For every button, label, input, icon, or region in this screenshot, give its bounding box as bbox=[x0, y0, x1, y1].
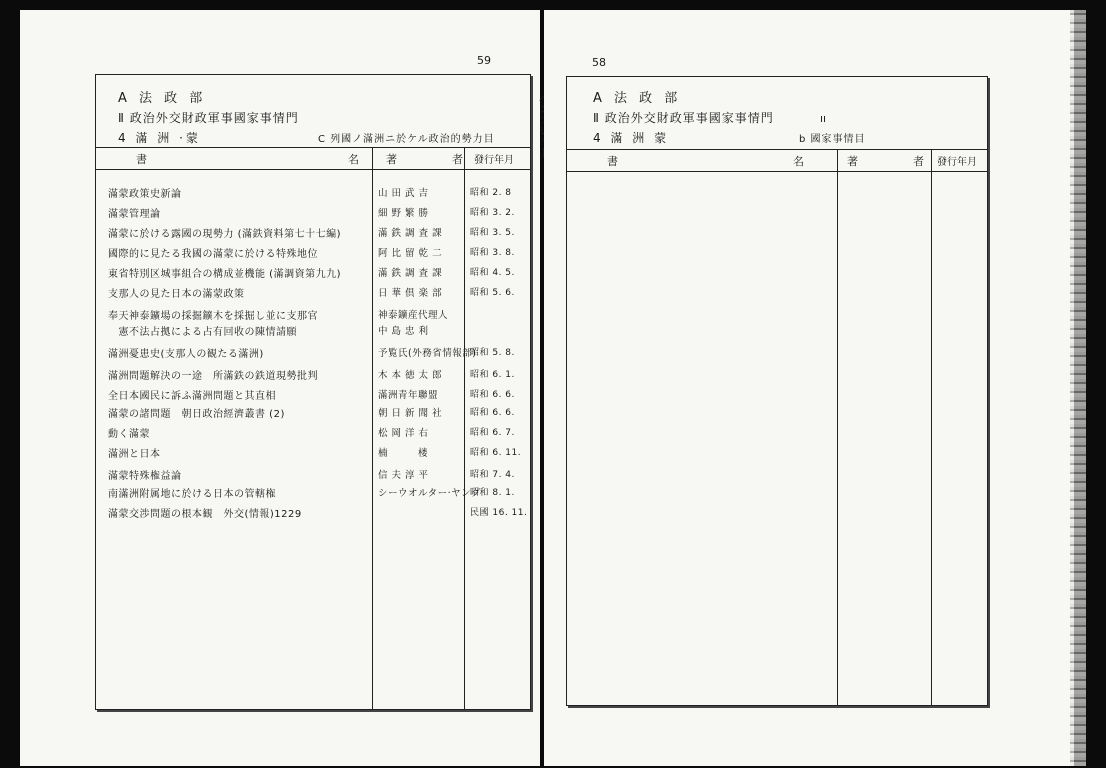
book-date: 昭和 6. 6. bbox=[470, 408, 515, 418]
catalog-table bbox=[95, 74, 531, 710]
header-department: A 法 政 部 bbox=[118, 91, 207, 106]
page-number: 59 bbox=[477, 54, 491, 67]
col-title: 書 bbox=[607, 155, 618, 168]
col-author-right: 者 bbox=[452, 153, 463, 166]
book-author: 細 野 繁 勝 bbox=[378, 208, 429, 219]
column-header-row bbox=[567, 149, 987, 172]
column-divider bbox=[464, 147, 465, 709]
left-page bbox=[20, 10, 540, 766]
book-title: 滿蒙政策史新論 bbox=[108, 189, 182, 200]
book-date: 昭和 3. 2. bbox=[470, 208, 515, 218]
book-author: 滿 鉄 調 査 課 bbox=[378, 268, 443, 279]
book-title: 國際的に見たる我國の滿蒙に於ける特殊地位 bbox=[108, 249, 318, 260]
book-title: 南滿洲附属地に於ける日本の管轄権 bbox=[108, 489, 276, 500]
right-page bbox=[544, 10, 1074, 766]
header-division: Ⅱ 政治外交財政軍事國家事情門 bbox=[118, 111, 299, 125]
book-title: 滿蒙の諸問題 朝日政治經濟叢書 (2) bbox=[108, 409, 285, 420]
col-title: 書 bbox=[136, 153, 147, 166]
header-subcategory: b 國家事情目 bbox=[799, 134, 866, 145]
book-date: 昭和 3. 5. bbox=[470, 228, 515, 238]
header-division: Ⅱ 政治外交財政軍事國家事情門 bbox=[593, 111, 774, 125]
book-author: 信 夫 淳 平 bbox=[378, 470, 429, 481]
book-title: 滿洲と日本 bbox=[108, 449, 161, 460]
book-author: 中 島 忠 利 bbox=[378, 326, 429, 337]
book-date: 昭和 6. 7. bbox=[470, 428, 515, 438]
book-author: 滿洲青年聯盟 bbox=[378, 390, 439, 401]
book-title: 滿蒙特殊権益論 bbox=[108, 471, 182, 482]
col-author: 著 bbox=[386, 153, 397, 166]
column-divider bbox=[372, 147, 373, 709]
section-header bbox=[567, 77, 987, 150]
header-subcategory: C 列國ノ滿洲ニ於ケル政治的勢力目 bbox=[318, 134, 495, 145]
col-author: 著 bbox=[847, 155, 858, 168]
page-number: 58 bbox=[592, 56, 606, 69]
pencil-mark-icon: ıı bbox=[820, 112, 827, 125]
book-author: シーウオルター·ヤング bbox=[378, 488, 481, 499]
col-author-right: 者 bbox=[913, 155, 924, 168]
book-author: 神泰鑛産代理人 bbox=[378, 310, 449, 321]
catalog-table bbox=[566, 76, 988, 706]
book-author: 松 岡 洋 右 bbox=[378, 428, 429, 439]
book-title: 滿蒙に於ける露國の現勢力 (滿鉄資料第七十七編) bbox=[108, 229, 341, 240]
book-title: 全日本國民に訴ふ滿洲問題と其直相 bbox=[108, 391, 276, 402]
book-title: 滿洲憂患史(支那人の観たる滿洲) bbox=[108, 349, 264, 360]
book-author: 日 華 倶 楽 部 bbox=[378, 288, 443, 299]
book-title: 滿蒙管理論 bbox=[108, 209, 161, 220]
col-title-right: 名 bbox=[793, 155, 804, 168]
header-department: A 法 政 部 bbox=[593, 91, 682, 106]
header-category: 4 滿 洲 蒙 bbox=[593, 131, 670, 145]
book-date: 昭和 2. 8 bbox=[470, 188, 512, 198]
book-date: 昭和 5. 6. bbox=[470, 288, 515, 298]
header-category: 4 滿 洲 ·蒙 bbox=[118, 131, 201, 145]
book-title: 憲不法占拠による占有回收の陳情請願 bbox=[108, 327, 297, 338]
book-date: 昭和 4. 5. bbox=[470, 268, 515, 278]
col-date: 發行年月 bbox=[937, 157, 977, 168]
book-date: 民國 16. 11. bbox=[470, 508, 528, 518]
book-title: 滿洲問題解決の一途 所滿鉄の鉄道現勢批判 bbox=[108, 371, 318, 382]
book-date: 昭和 3. 8. bbox=[470, 248, 515, 258]
book-date: 昭和 6. 1. bbox=[470, 370, 515, 380]
book-title: 滿蒙交渉問題の根本観 外交(情報)1229 bbox=[108, 509, 302, 520]
book-title: 支那人の見た日本の滿蒙政策 bbox=[108, 289, 245, 300]
book-author: 滿 鉄 調 査 課 bbox=[378, 228, 443, 239]
book-date: 昭和 8. 1. bbox=[470, 488, 515, 498]
book-date: 昭和 6. 11. bbox=[470, 448, 522, 458]
book-author: 朝 日 新 聞 社 bbox=[378, 408, 443, 419]
book-author: 楠 楼 bbox=[378, 448, 429, 459]
col-title-right: 名 bbox=[348, 153, 359, 166]
column-divider bbox=[837, 149, 838, 705]
book-date: 昭和 6. 6. bbox=[470, 390, 515, 400]
book-author: 阿 比 留 乾 二 bbox=[378, 248, 443, 259]
col-date: 發行年月 bbox=[474, 155, 514, 166]
book-title: 動く滿蒙 bbox=[108, 429, 150, 440]
section-header bbox=[96, 75, 530, 148]
book-date: 昭和 7. 4. bbox=[470, 470, 515, 480]
column-divider bbox=[931, 149, 932, 705]
book-title: 奉天神泰鑛場の採掘鑛木を採掘し並に支那官 bbox=[108, 311, 318, 322]
book-date: 昭和 5. 8. bbox=[470, 348, 515, 358]
book-author: 山 田 武 吉 bbox=[378, 188, 429, 199]
book-author: 木 本 徳 太 郎 bbox=[378, 370, 443, 381]
book-author: 予覧氏(外務省情報部) bbox=[378, 348, 477, 359]
book-title: 東省特別区城事組合の構成並機能 (滿調資第九九) bbox=[108, 269, 341, 280]
